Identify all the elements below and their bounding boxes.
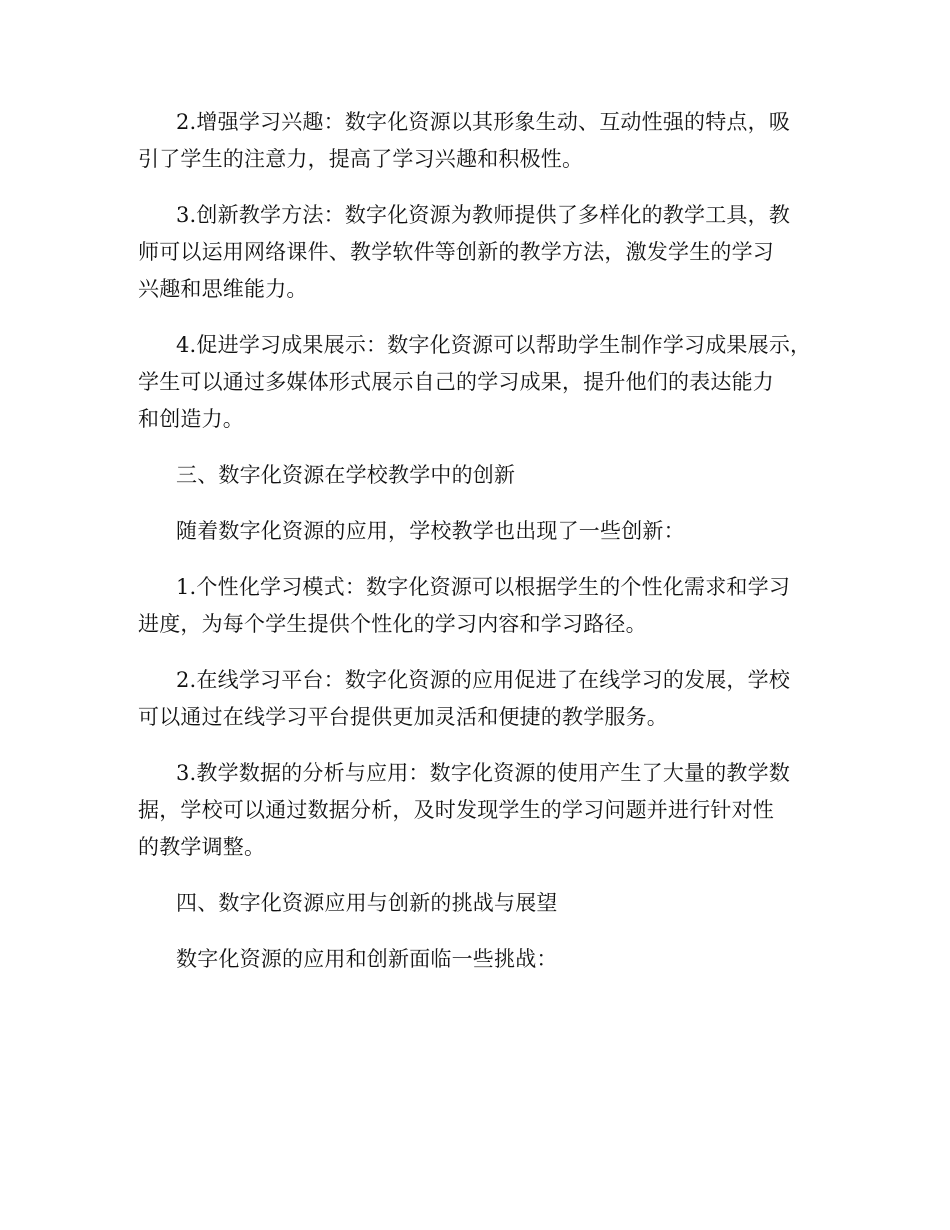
text-line: 3.教学数据的分析与应用：数字化资源的使用产生了大量的教学数 [176,761,791,785]
text-line: 可以通过在线学习平台提供更加灵活和便捷的教学服务。 [138,705,668,729]
text-line: 进度，为每个学生提供个性化的学习内容和学习路径。 [138,612,647,636]
document-body [138,104,828,978]
text-line: 引了学生的注意力，提高了学习兴趣和积极性。 [138,147,584,171]
text-line: 师可以运用网络课件、教学软件等创新的教学方法，激发学生的学习 [138,240,774,264]
paragraph-data-analysis [138,755,828,866]
text-line: 数字化资源的应用和创新面临一些挑战： [176,947,558,971]
text-line: 2.增强学习兴趣：数字化资源以其形象生动、互动性强的特点，吸 [176,110,791,134]
paragraph-challenges-intro [138,941,828,978]
heading-line: 四、数字化资源应用与创新的挑战与展望 [176,891,558,915]
section-heading-innovation [138,457,828,494]
text-line: 4.促进学习成果展示：数字化资源可以帮助学生制作学习成果展示， [176,333,812,357]
section-heading-challenges [138,885,828,922]
paragraph-interest [138,104,828,178]
paragraph-personalized-learning [138,569,828,643]
paragraph-achievement-display [138,327,828,438]
text-line: 和创造力。 [138,407,244,431]
text-line: 学生可以通过多媒体形式展示自己的学习成果，提升他们的表达能力 [138,370,774,394]
text-line: 1.个性化学习模式：数字化资源可以根据学生的个性化需求和学习 [176,575,791,599]
text-line: 据，学校可以通过数据分析，及时发现学生的学习问题并进行针对性 [138,798,774,822]
paragraph-teaching-methods [138,197,828,308]
text-line: 的教学调整。 [138,835,266,859]
text-line: 兴趣和思维能力。 [138,277,308,301]
text-line: 2.在线学习平台：数字化资源的应用促进了在线学习的发展，学校 [176,668,791,692]
text-line: 随着数字化资源的应用，学校教学也出现了一些创新： [176,519,685,543]
paragraph-innovation-intro [138,513,828,550]
heading-line: 三、数字化资源在学校教学中的创新 [176,463,516,487]
paragraph-online-platform [138,662,828,736]
text-line: 3.创新教学方法：数字化资源为教师提供了多样化的教学工具，教 [176,203,791,227]
